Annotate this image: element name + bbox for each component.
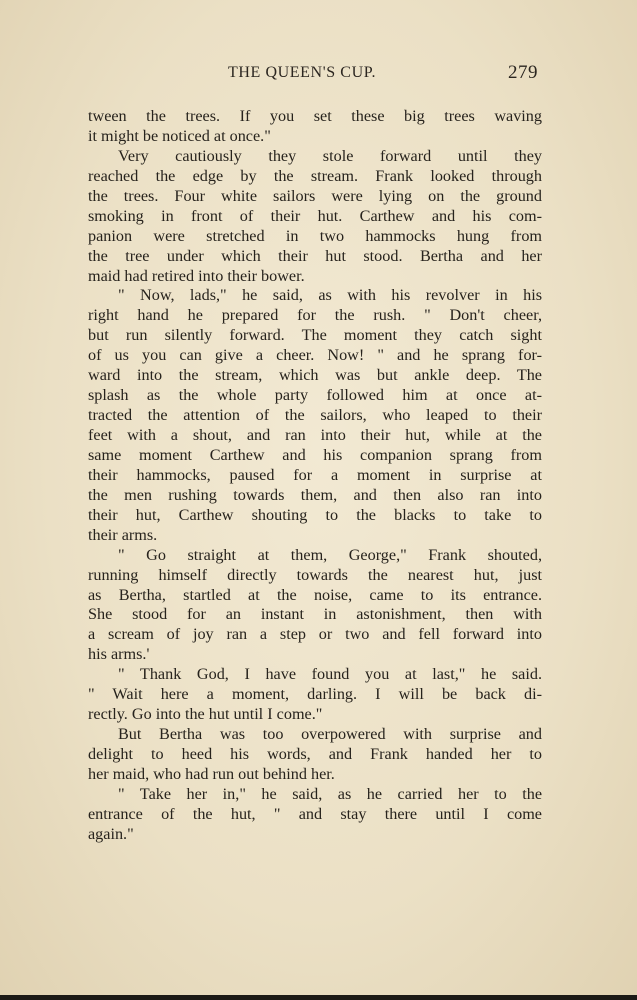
text-line: rectly. Go into the hut until I come."	[88, 705, 323, 724]
text-line: " Wait here a moment, darling. I will be back di-	[88, 685, 542, 704]
text-line: feet with a shout, and ran into their hut, while at the	[88, 426, 542, 444]
text-line: " Now, lads," he said, as with his revolver in his	[118, 286, 542, 305]
page-bottom-edge	[0, 995, 637, 1000]
text-line: same moment Carthew and his companion sprang from	[88, 445, 542, 464]
text-line: splash as the whole party followed him at once at-	[88, 386, 542, 405]
text-line: of us you can give a cheer. Now! " and he sprang for-	[88, 346, 542, 365]
text-line: as Bertha, startled at the noise, came to its entrance.	[88, 585, 542, 604]
text-line: " Take her in," he said, as he carried her to the	[118, 784, 542, 803]
text-line: entrance of the hut, " and stay there until I come	[88, 804, 542, 823]
text-line: their hut, Carthew shouting to the blacks to take to	[88, 505, 542, 524]
text-line: her maid, who had run out behind her.	[88, 764, 335, 783]
running-title: THE QUEEN'S CUP.	[228, 64, 377, 81]
text-line: a scream of joy ran a step or two and fell forward into	[88, 625, 542, 644]
text-line: panion were stretched in two hammocks hung from	[88, 226, 542, 245]
text-line: tween the trees. If you set these big trees waving	[88, 107, 542, 125]
text-line: right hand he prepared for the rush. " Don't cheer,	[88, 306, 542, 325]
text-line: reached the edge by the stream. Frank looked through	[88, 166, 542, 185]
text-line: his arms.'	[88, 645, 150, 664]
text-line: delight to heed his words, and Frank handed her to	[88, 745, 542, 763]
text-line: the tree under which their hut stood. Bertha and her	[88, 246, 542, 265]
text-line: ward into the stream, which was but ankle deep. The	[88, 366, 542, 385]
text-line: their hammocks, paused for a moment in surprise at	[88, 465, 542, 484]
text-line: " Thank God, I have found you at last," he said.	[118, 665, 542, 684]
text-line: " Go straight at them, George," Frank shouted,	[118, 545, 542, 564]
text-line: again."	[88, 824, 134, 843]
page-number: 279	[508, 62, 538, 83]
text-line: but run silently forward. The moment they catch sight	[88, 326, 542, 345]
text-line: the trees. Four white sailors were lying on the ground	[88, 186, 542, 205]
text-line: it might be noticed at once."	[88, 126, 271, 145]
text-line: the men rushing towards them, and then also ran into	[88, 485, 542, 504]
text-line: running himself directly towards the nearest hut, just	[88, 565, 542, 584]
text-line: Very cautiously they stole forward until they	[118, 146, 542, 165]
text-line: maid had retired into their bower.	[88, 266, 305, 285]
page-header	[0, 62, 637, 86]
text-line: tracted the attention of the sailors, who leaped to their	[88, 406, 542, 425]
text-line: She stood for an instant in astonishment, then with	[88, 605, 542, 624]
text-line: smoking in front of their hut. Carthew and his com-	[88, 206, 542, 225]
text-line: But Bertha was too overpowered with surprise and	[118, 725, 542, 744]
body-text	[88, 107, 542, 845]
text-line: their arms.	[88, 525, 158, 544]
